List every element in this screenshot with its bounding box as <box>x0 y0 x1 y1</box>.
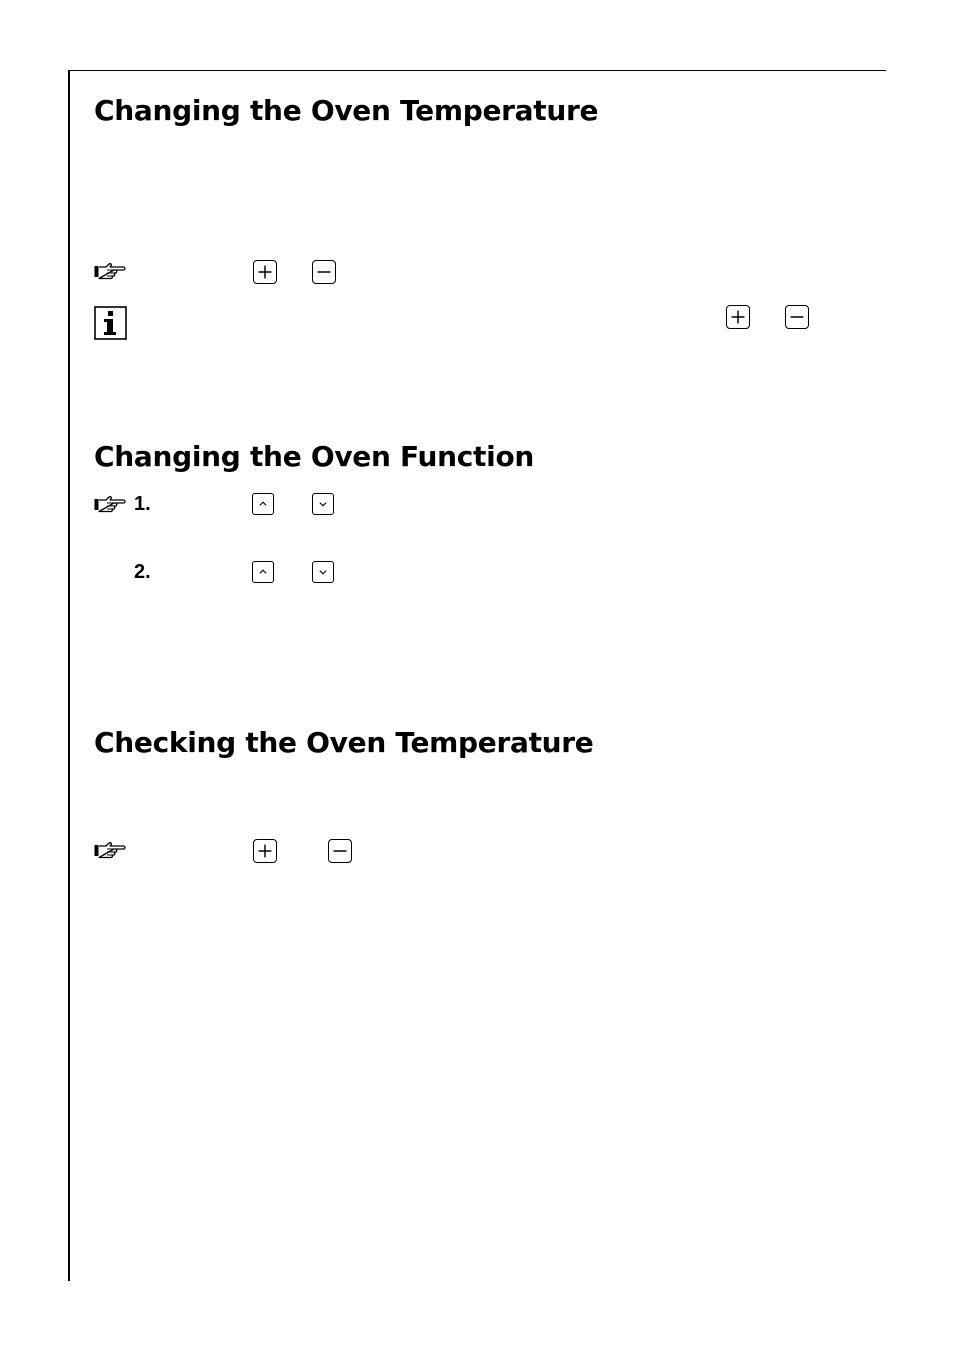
pointing-hand-icon <box>94 262 126 280</box>
left-rule <box>68 70 70 1281</box>
info-icon <box>94 306 127 340</box>
minus-button[interactable] <box>328 839 352 863</box>
top-rule <box>68 70 886 71</box>
up-arrow-button[interactable] <box>252 493 274 515</box>
down-arrow-button[interactable] <box>312 561 334 583</box>
down-arrow-button[interactable] <box>312 493 334 515</box>
minus-button[interactable] <box>312 260 336 284</box>
step-number-1: 1. <box>134 493 151 515</box>
step-number-2: 2. <box>134 561 151 583</box>
pointing-hand-icon <box>94 495 126 513</box>
plus-button[interactable] <box>726 305 750 329</box>
minus-button[interactable] <box>785 305 809 329</box>
section-heading-changing-temperature: Changing the Oven Temperature <box>94 94 599 127</box>
section-heading-changing-function: Changing the Oven Function <box>94 440 535 473</box>
pointing-hand-icon <box>94 841 126 859</box>
section-heading-checking-temperature: Checking the Oven Temperature <box>94 726 594 759</box>
up-arrow-button[interactable] <box>252 561 274 583</box>
plus-button[interactable] <box>253 839 277 863</box>
plus-button[interactable] <box>253 260 277 284</box>
